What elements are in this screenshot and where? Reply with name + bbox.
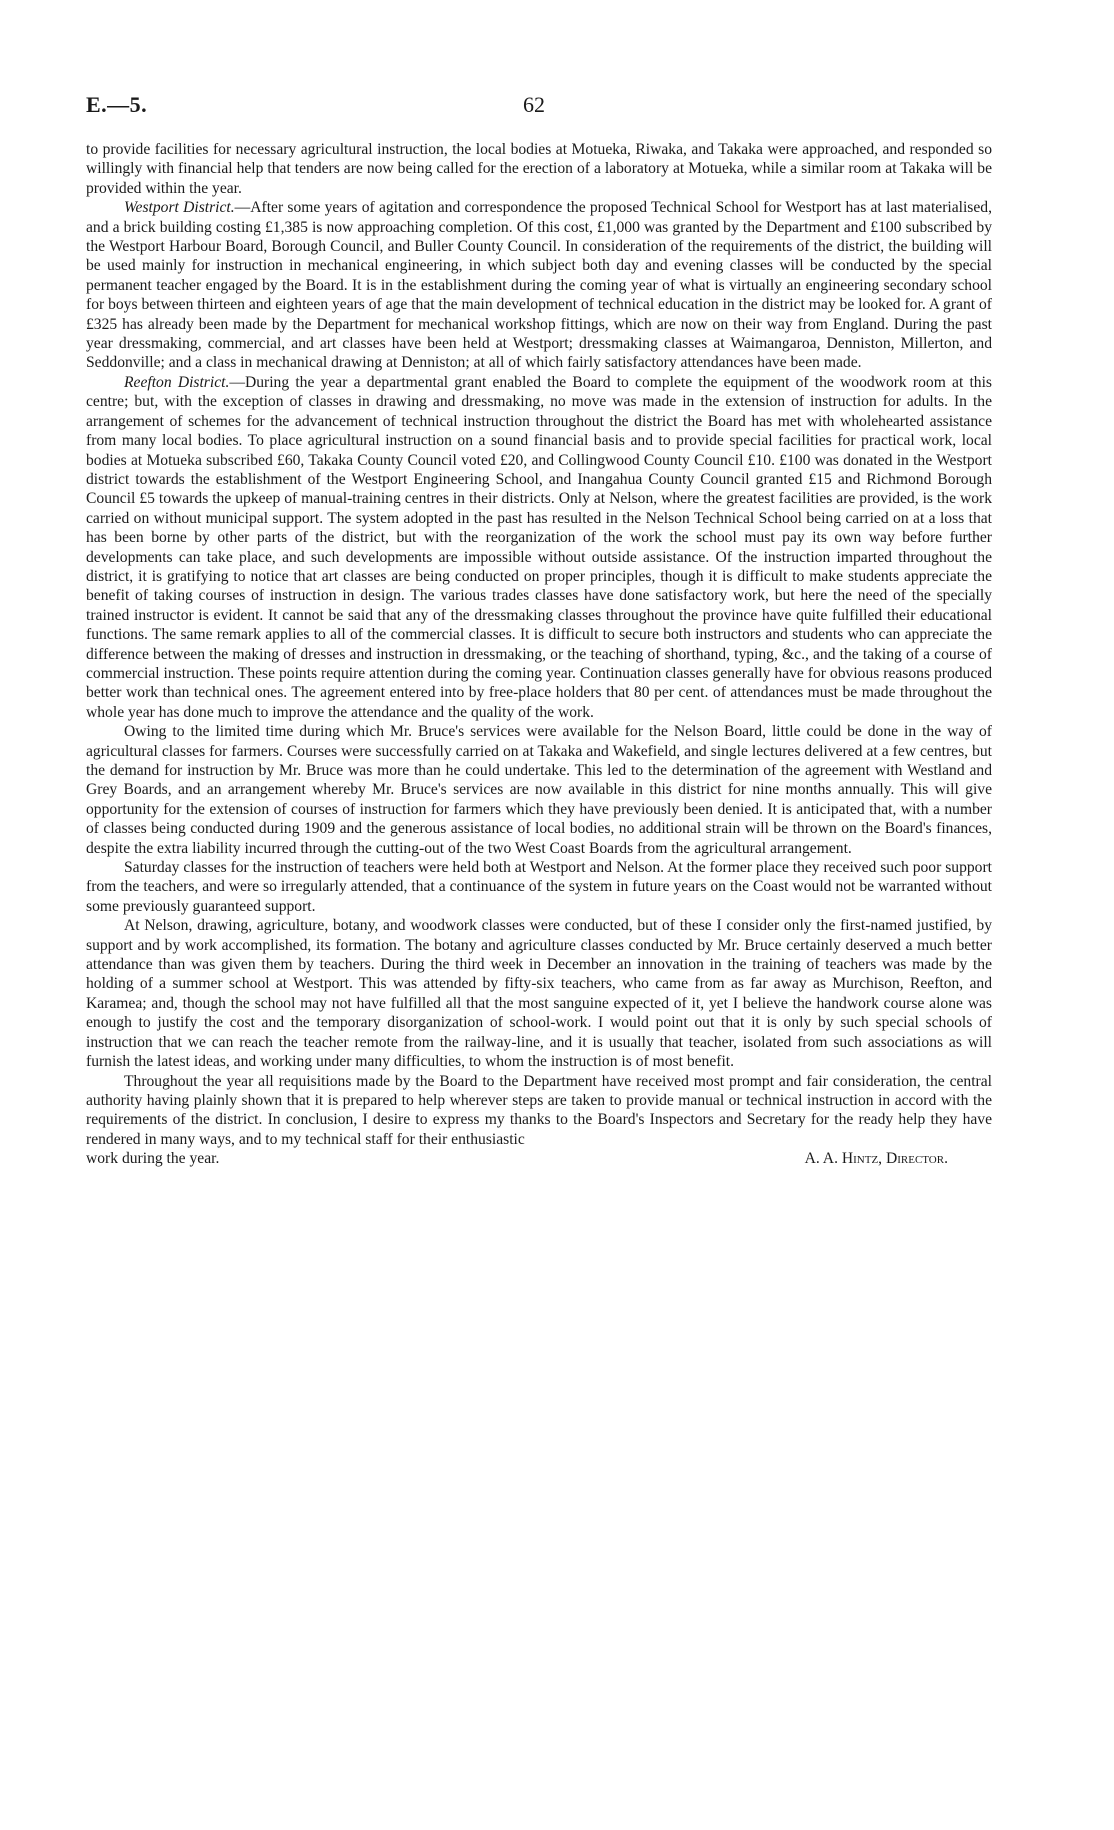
section-heading-reefton: Reefton District. bbox=[124, 373, 230, 391]
paragraph-continuation bbox=[86, 140, 992, 198]
page-header bbox=[86, 92, 1014, 126]
paragraph-text: At Nelson, drawing, agriculture, botany, and woodwork classes were conducted, but of these I consider only the first-named justified, by support and by work accomplished, its formation. The botany and agriculture classes conducted by Mr. Bruce certainly deserved a much better attendance than was given them by teachers. During the third week in December an innovation in the training of teachers was made by the holding of a summer school at Westport. This was attended by fifty-six teachers, who came from as far away as Murchison, Reefton, and Karamea; and, though the school may not have fulfilled all that the most sanguine expected of it, yet I believe the handwork course alone was enough to justify the cost and the temporary disorganization of school-work. I would point out that it is only by such special schools of instruction that we can reach the teacher remote from the railway-line, and it is usually that teacher, isolated from such associations as will furnish the latest ideas, and working under many difficulties, to whom the instruction is of most benefit. bbox=[86, 917, 992, 1071]
paragraph-reefton bbox=[86, 373, 992, 722]
closing-line bbox=[86, 1149, 992, 1168]
paragraph-text: —After some years of agitation and correspondence the proposed Technical School for Westport has at last materialised, and a brick building costing £1,385 is now approaching completion. Of this cost, £1,000 was granted by the Department and £100 subscribed by the Westport Harbour Board, Borough Council, and Buller County Council. In consideration of the requirements of the district, the building will be used mainly for instruction in mechanical engineering, in which subject both day and evening classes will be conducted by the special permanent teacher engaged by the Board. It is in the establishment during the coming year of what is virtually an engineering secondary school for boys between thirteen and eighteen years of age that the main development of technical education in the district may be looked for. A grant of £325 has already been made by the Department for mechanical workshop fittings, which are now on their way from England. During the past year dressmaking, commercial, and art classes have been held at Westport; dressmaking classes at Waimangaroa, Denniston, Millerton, and Seddonville; and a class in mechanical drawing at Denniston; at all of which fairly satisfactory attendances have been made. bbox=[86, 199, 992, 372]
paragraph-agricultural-classes bbox=[86, 722, 992, 858]
paragraph-text: Throughout the year all requisitions made by the Board to the Department have received most prompt and fair consideration, the central authority having plainly shown that it is prepared to help wherever steps are taken to provide manual or technical instruction in accord with the requirements of the district. In conclusion, I desire to express my thanks to the Board's Inspectors and Secretary for the ready help they have rendered in many ways, and to my technical staff for their enthusiastic bbox=[86, 1072, 992, 1148]
paragraph-text: —During the year a departmental grant enabled the Board to complete the equipment of the woodwork room at this centre; but, with the exception of classes in drawing and dressmaking, no move was made in the extension of instruction for adults. In the arrangement of schemes for the advancement of technical instruction throughout the district the Board has met with wholehearted assistance from many local bodies. To place agricultural instruction on a sound financial basis and to provide special facilities for practical work, local bodies at Motueka subscribed £60, Takaka County Council voted £20, and Collingwood County Council £10. £100 was donated in the Westport district towards the establishment of the Westport Engineering School, and Inangahua County Council granted £15 and Richmond Borough Council £5 towards the upkeep of manual-training centres in their districts. Only at Nelson, where the greatest facilities are provided, is the work carried on without municipal support. The system adopted in the past has resulted in the Nelson Technical School being carried on at a loss that has been borne by other parts of the district, but with the reorganization of the work the school must pay its own way before further developments can take place, and such developments are impossible without outside assistance. Of the instruction imparted throughout the district, it is gratifying to notice that art classes are being conducted on proper principles, though it is difficult to make students appreciate the benefit of taking courses of instruction in design. The various trades classes have done satisfactory work, but here the need of the specially trained instructor is evident. It cannot be said that any of the dressmaking classes throughout the province have quite fulfilled their educational functions. The same remark applies to all of the commercial classes. It is difficult to secure both instructors and students who can appreciate the difference between the making of dresses and instruction in dressmaking, or the teaching of shorthand, typing, &c., and the taking of a course of commercial instruction. These points require attention during the coming year. Continuation classes generally have for obvious reasons produced better work than technical ones. The agreement entered into by free-place holders that 80 per cent. of attendances must be made throughout the whole year has done much to improve the attendance and the quality of the work. bbox=[86, 373, 992, 721]
report-body bbox=[86, 140, 992, 1169]
paragraph-text: Owing to the limited time during which Mr. Bruce's services were available for the Nelson Board, little could be done in the way of agricultural classes for farmers. Courses were successfully carried on at Takaka and Wakefield, and single lectures delivered at a few centres, but the demand for instruction by Mr. Bruce was more than he could undertake. This led to the determination of the agreement with Westland and Grey Boards, and an arrangement whereby Mr. Bruce's services are now available in this district for nine months annually. This will give opportunity for the extension of courses of instruction for farmers which they have previously been denied. It is anticipated that, with a number of classes being conducted during 1909 and the generous assistance of local bodies, no additional strain will be thrown on the Board's finances, despite the extra liability incurred through the cutting-out of the two West Coast Boards from the agricultural arrangement. bbox=[86, 723, 992, 857]
paragraph-westport bbox=[86, 198, 992, 373]
signature: A. A. Hintz, Director. bbox=[804, 1150, 948, 1168]
paragraph-text: to provide facilities for necessary agricultural instruction, the local bodies at Motueka, Riwaka, and Takaka were approached, and responded so willingly with financial help that tenders are now being called for the erection of a laboratory at Motueka, while a similar room at Takaka will be provided within the year. bbox=[86, 141, 992, 197]
paragraph-conclusion bbox=[86, 1072, 992, 1150]
page-number: 62 bbox=[523, 92, 545, 117]
section-heading-westport: Westport District. bbox=[124, 199, 235, 217]
document-id: E.—5. bbox=[86, 92, 148, 117]
paragraph-nelson-classes bbox=[86, 916, 992, 1071]
paragraph-text: Saturday classes for the instruction of teachers were held both at Westport and Nelson. At the former place they received such poor support from the teachers, and were so irregularly attended, that a continuance of the system in future years on the Coast would not be warranted without some previously guaranteed support. bbox=[86, 859, 992, 915]
closing-text: work during the year. bbox=[86, 1150, 220, 1168]
paragraph-saturday-classes bbox=[86, 858, 992, 916]
